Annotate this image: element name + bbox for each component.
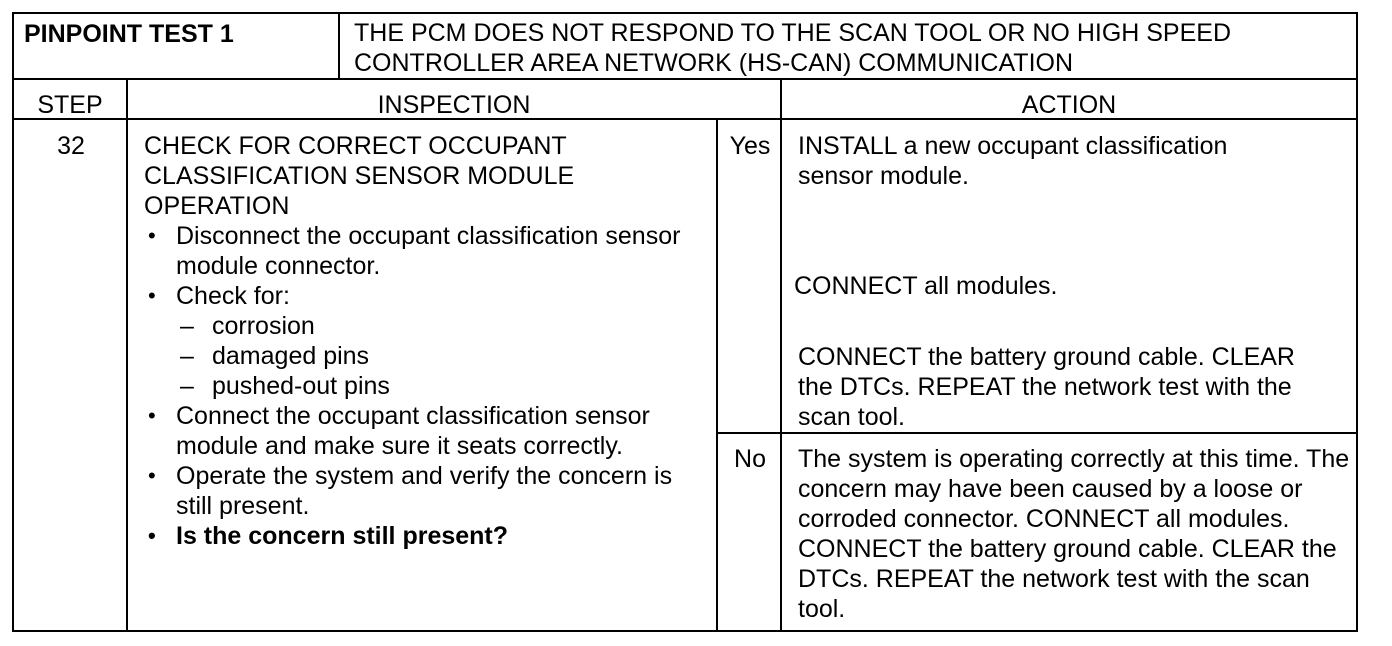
inspection-steps <box>144 221 714 551</box>
yes-action-3: CONNECT the battery ground cable. CLEAR the DTCs. REPEAT the network test with the scan tool. <box>798 343 1295 431</box>
inspection-step-3: • Connect the occupant classification sensor module and make sure it seats correctly. <box>144 401 714 461</box>
step-number: 32 <box>57 132 85 160</box>
yes-label: Yes <box>729 132 771 160</box>
pinpoint-test-table <box>12 12 1358 632</box>
column-action: ACTION <box>1021 91 1117 119</box>
divider-yes-no <box>716 432 1356 434</box>
column-inspection: INSPECTION <box>377 91 531 119</box>
inspection-step-1: • Disconnect the occupant classification sensor module connector. <box>144 221 714 281</box>
inspection-cell <box>144 131 714 551</box>
test-description: THE PCM DOES NOT RESPOND TO THE SCAN TOOL OR NO HIGH SPEED CONTROLLER AREA NETWORK (HS-CAN) COMMUNICATION <box>354 19 1232 77</box>
divider-inspection-yesno <box>716 118 718 630</box>
inspection-title: CHECK FOR CORRECT OCCUPANT CLASSIFICATION SENSOR MODULE OPERATION <box>144 132 575 220</box>
yes-action-2: CONNECT all modules. <box>794 272 1058 300</box>
inspection-step-2: • Check for: – corrosion – damaged pins – pushed-out pins <box>144 281 714 401</box>
yes-action-1: INSTALL a new occupant classification sensor module. <box>798 132 1228 190</box>
check-list <box>176 311 714 401</box>
column-step: STEP <box>37 91 103 119</box>
divider-header-bottom <box>14 78 1356 80</box>
check-item: – corrosion <box>176 311 714 341</box>
test-id: PINPOINT TEST 1 <box>24 20 234 48</box>
check-item: – pushed-out pins <box>176 371 714 401</box>
no-label: No <box>734 445 766 473</box>
inspection-step-4: • Operate the system and verify the concern is still present. <box>144 461 714 521</box>
divider-title <box>338 14 340 78</box>
inspection-question: • Is the concern still present? <box>144 521 714 551</box>
no-action: The system is operating correctly at this time. The concern may have been caused by a loose or corroded connector. CONNECT all modules. CONNECT the battery ground cable. CLEAR the DTCs. REPEAT the network test with the scan tool. <box>798 445 1350 623</box>
check-item: – damaged pins <box>176 341 714 371</box>
